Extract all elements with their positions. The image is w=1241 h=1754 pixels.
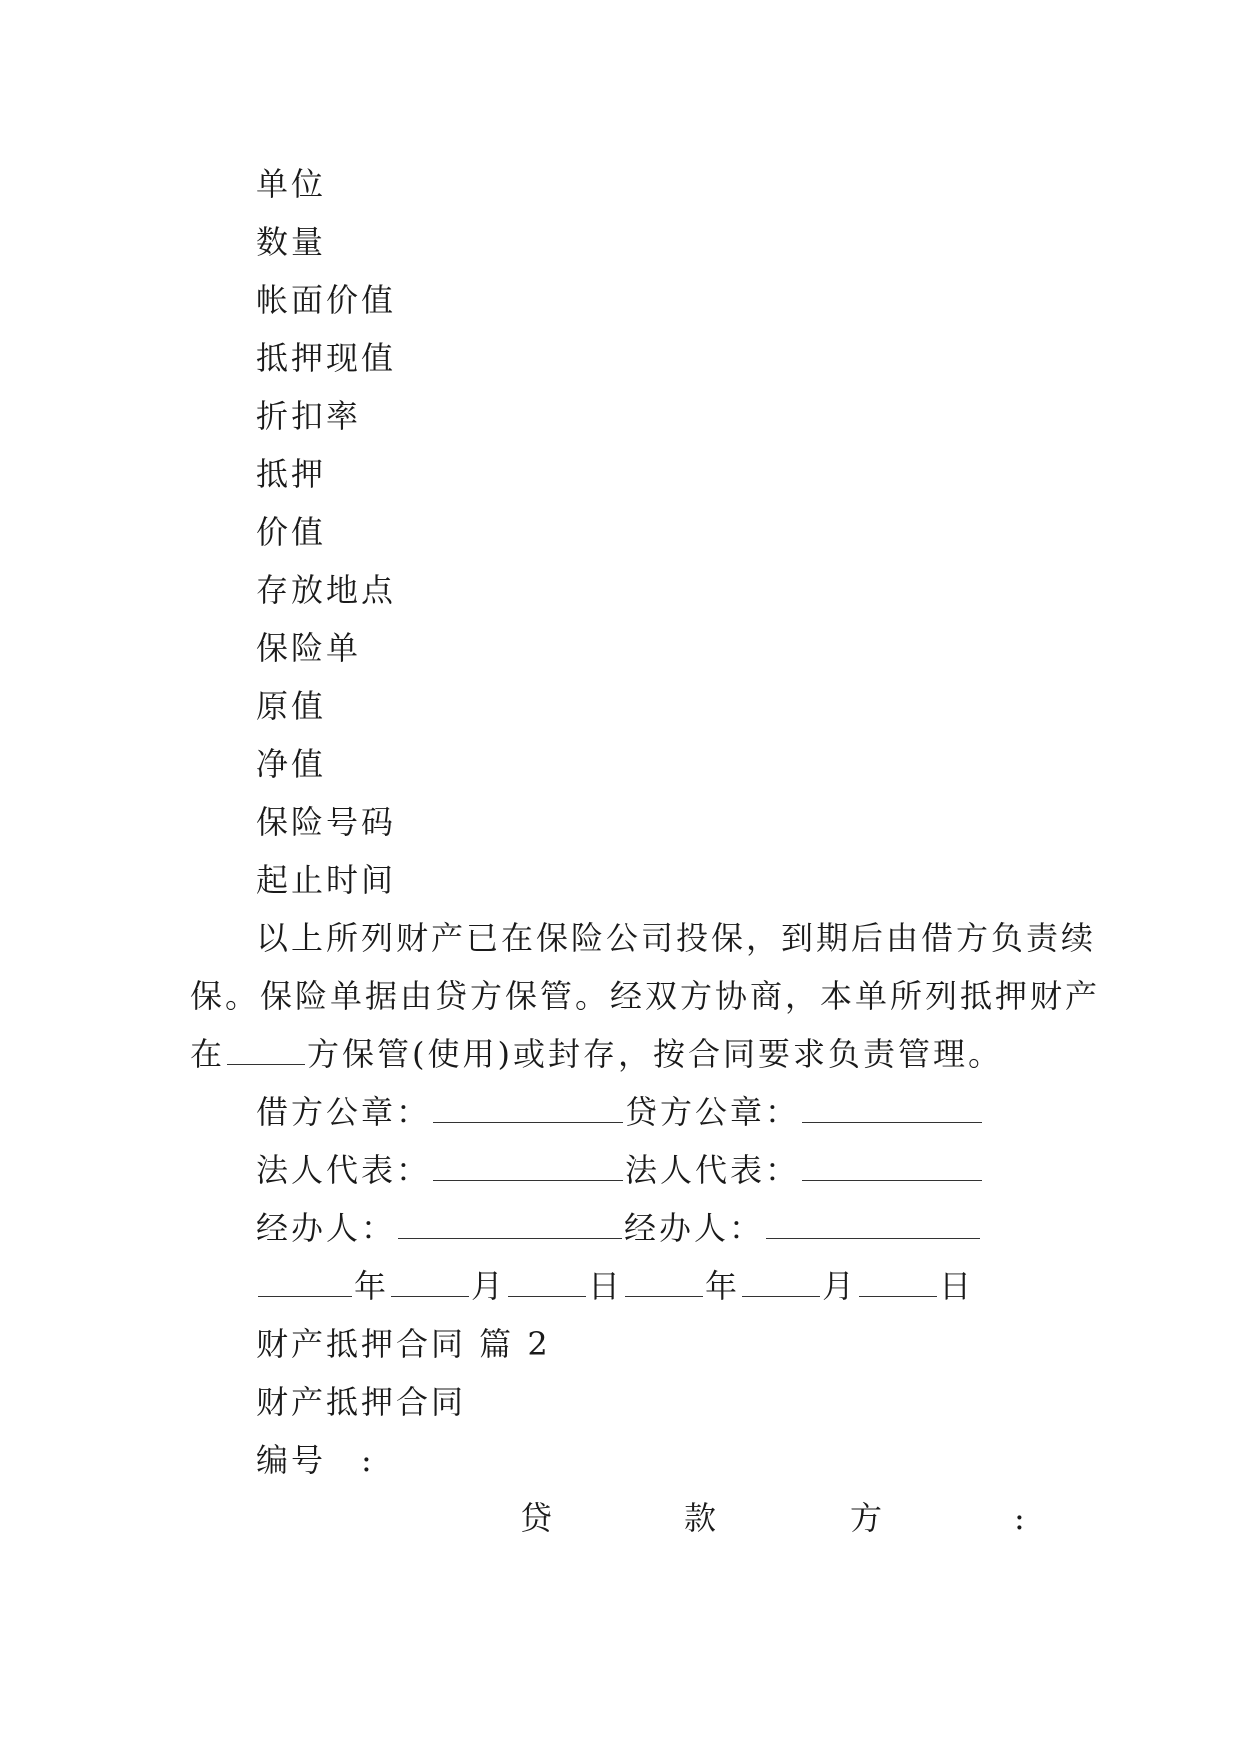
agent-row	[256, 1208, 982, 1248]
lender-seal-blank[interactable]	[802, 1094, 982, 1123]
lender-char-2: 款	[684, 1499, 717, 1537]
lender-rep-blank[interactable]	[802, 1152, 982, 1181]
year-label-2: 年	[705, 1267, 741, 1305]
paragraph-line-1: 以上所列财产已在保险公司投保，到期后由借方负责续	[256, 919, 1097, 957]
borrower-rep-blank[interactable]	[433, 1152, 623, 1181]
item-insurance-policy: 保险单	[256, 629, 362, 667]
borrower-year-blank[interactable]	[258, 1268, 352, 1297]
month-label: 月	[471, 1267, 507, 1305]
borrower-agent-label: 经办人：	[256, 1209, 397, 1247]
lender-rep-label: 法人代表：	[625, 1151, 801, 1189]
lender-agent-blank[interactable]	[766, 1210, 980, 1239]
item-book-value: 帐面价值	[256, 281, 397, 319]
item-storage-location: 存放地点	[256, 571, 397, 609]
contract-number-label: 编号 :	[256, 1441, 375, 1479]
paragraph-line-3	[190, 1034, 1003, 1074]
month-label-2: 月	[822, 1267, 858, 1305]
item-insurance-number: 保险号码	[256, 803, 397, 841]
item-discount-rate: 折扣率	[256, 397, 362, 435]
lender-agent-label: 经办人：	[624, 1209, 765, 1247]
item-period: 起止时间	[256, 861, 397, 899]
lender-month-blank[interactable]	[742, 1268, 820, 1297]
borrower-month-blank[interactable]	[391, 1268, 469, 1297]
item-quantity: 数量	[256, 223, 327, 261]
item-value: 价值	[256, 513, 327, 551]
paragraph-line-3-suffix: 方保管(使用)或封存，按合同要求负责管理。	[307, 1035, 1003, 1073]
borrower-agent-blank[interactable]	[398, 1210, 622, 1239]
item-net-value: 净值	[256, 745, 327, 783]
year-label: 年	[354, 1267, 390, 1305]
borrower-seal-label: 借方公章：	[256, 1093, 432, 1131]
contract-title: 财产抵押合同	[256, 1383, 467, 1421]
lender-colon: :	[1014, 1499, 1025, 1537]
lender-char-3: 方	[850, 1499, 883, 1537]
representative-row	[256, 1150, 984, 1190]
item-unit: 单位	[256, 165, 327, 203]
lender-char-1: 贷	[520, 1499, 553, 1537]
custodian-blank[interactable]	[227, 1036, 305, 1065]
day-label: 日	[588, 1267, 624, 1305]
borrower-day-blank[interactable]	[508, 1268, 586, 1297]
paragraph-line-2: 保。保险单据由贷方保管。经双方协商，本单所列抵押财产	[190, 977, 1101, 1015]
lender-year-blank[interactable]	[625, 1268, 703, 1297]
item-mortgage-present-value: 抵押现值	[256, 339, 397, 377]
day-label-2: 日	[939, 1267, 975, 1305]
item-mortgage: 抵押	[256, 455, 327, 493]
borrower-seal-blank[interactable]	[433, 1094, 623, 1123]
lender-day-blank[interactable]	[859, 1268, 937, 1297]
borrower-rep-label: 法人代表：	[256, 1151, 432, 1189]
item-original-value: 原值	[256, 687, 327, 725]
seal-row	[256, 1092, 984, 1132]
paragraph-line-3-prefix: 在	[190, 1035, 226, 1073]
date-row	[256, 1266, 974, 1306]
section-heading: 财产抵押合同 篇 2	[256, 1325, 551, 1363]
lender-seal-label: 贷方公章：	[625, 1093, 801, 1131]
